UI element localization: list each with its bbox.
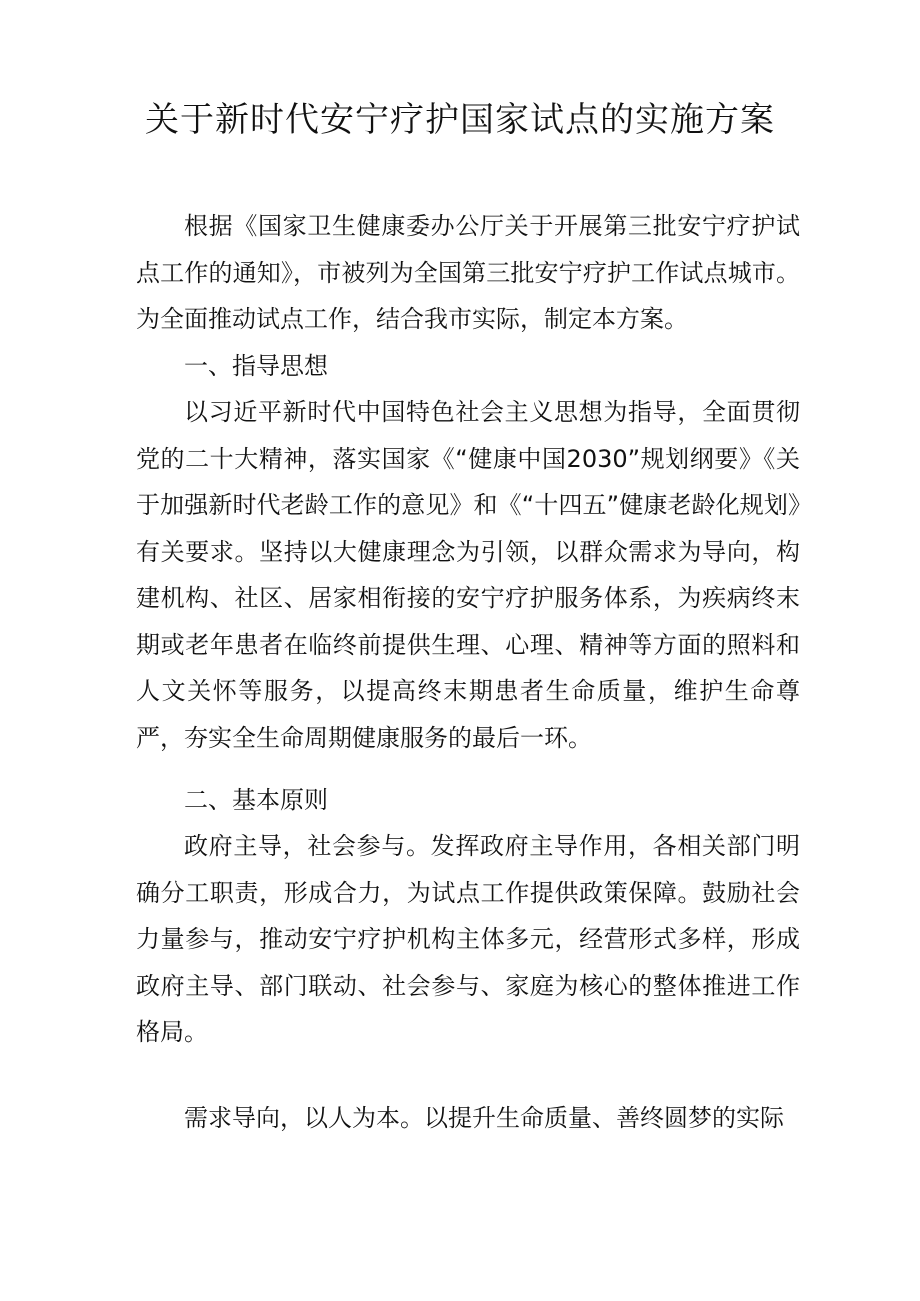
- intro-paragraph: 根据《国家卫生健康委办公厅关于开展第三批安宁疗护试点工作的通知》，市被列为全国第三批安宁疗护工作试点城市。为全面推动试点工作，结合我市实际，制定本方案。: [136, 212, 800, 333]
- principle-demand-oriented-paragraph: 需求导向，以人为本。以提升生命质量、善终圆梦的实际: [184, 1104, 784, 1132]
- guiding-ideology-paragraph: 以习近平新时代中国特色社会主义思想为指导，全面贯彻党的二十大精神，落实国家《“健康中国2030”规划纲要》《关于加强新时代老龄工作的意见》和《“十四五”健康老龄化规划》有关要求。坚持以大健康理念为引领，以群众需求为导向，构建机构、社区、居家相衔接的安宁疗护服务体系，为疾病终末期或老年患者在临终前提供生理、心理、精神等方面的照料和人文关怀等服务，以提高终末期患者生命质量，维护生命尊严，夯实全生命周期健康服务的最后一环。: [136, 398, 800, 752]
- section-heading-guiding-ideology: 一、指导思想: [184, 352, 328, 380]
- principle-government-led-paragraph: 政府主导，社会参与。发挥政府主导作用，各相关部门明确分工职责，形成合力，为试点工作提供政策保障。鼓励社会力量参与，推动安宁疗护机构主体多元，经营形式多样，形成政府主导、部门联动、社会参与、家庭为核心的整体推进工作格局。: [136, 832, 800, 1046]
- document-title: 关于新时代安宁疗护国家试点的实施方案: [145, 100, 775, 140]
- section-heading-basic-principles: 二、基本原则: [184, 786, 328, 814]
